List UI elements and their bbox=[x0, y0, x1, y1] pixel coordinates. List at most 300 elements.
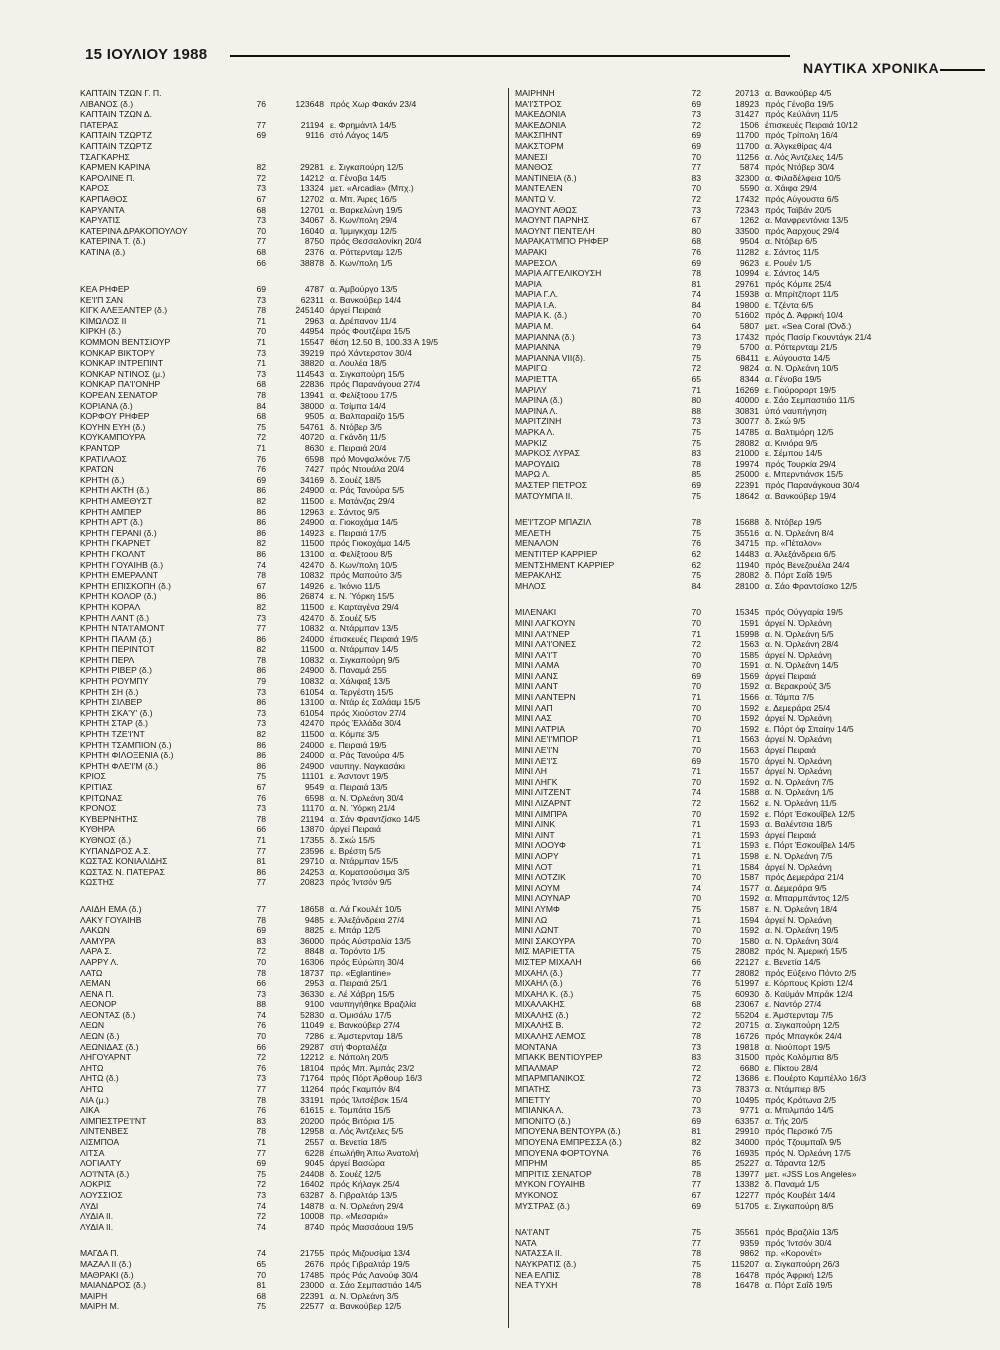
tonnage: 2963 bbox=[304, 315, 324, 326]
tonnage: 1577 bbox=[739, 882, 759, 893]
ship-row bbox=[515, 968, 915, 979]
ship-status: ε. Σιγκαπούρη 8/5 bbox=[765, 1200, 834, 1211]
build-year: 76 bbox=[691, 538, 701, 549]
tonnage: 9824 bbox=[739, 363, 759, 374]
ship-status: α. Ν. Όρλεάνη 28/4 bbox=[765, 639, 839, 650]
ship-name: ΜΑΙΡΗΝΗ bbox=[515, 88, 555, 98]
ship-name: ΚΡΗΤΗ ΣΙΛΒΕΡ bbox=[80, 697, 143, 708]
ship-name: ΜΙΝΙ ΛΑΝΤ bbox=[515, 681, 558, 692]
ship-row bbox=[80, 761, 480, 772]
build-year: 69 bbox=[691, 1115, 701, 1126]
tonnage: 34169 bbox=[300, 474, 324, 485]
ship-status: πρός Κόμπε 25/4 bbox=[765, 278, 832, 289]
ship-status: άργεί Ν. Όρλεάνη bbox=[765, 861, 832, 872]
build-year: 73 bbox=[256, 803, 266, 814]
ship-status: α. Ντόβερ 6/5 bbox=[765, 236, 818, 247]
ship-status: πρός Αύγουστα 6/5 bbox=[765, 193, 839, 204]
tonnage: 42470 bbox=[300, 718, 324, 729]
tonnage: 1592 bbox=[739, 681, 759, 692]
ship-name: ΜΑΡΙΑΝΝΑ (δ.) bbox=[515, 331, 575, 342]
tonnage: 24900 bbox=[300, 760, 324, 771]
ship-status: α. Χάλιφαξ 13/5 bbox=[330, 676, 391, 687]
ship-row bbox=[80, 401, 480, 412]
ship-status: πρός Βιτόρια 1/5 bbox=[330, 1115, 395, 1126]
ship-row bbox=[515, 957, 915, 968]
tonnage: 5700 bbox=[739, 342, 759, 353]
ship-name: ΛΟ'Ι'ΝΤΑ (δ.) bbox=[80, 1168, 130, 1179]
ship-status: ε. Πουέρτο Καμπέλλο 16/3 bbox=[765, 1073, 866, 1084]
ship-status: άργεί Πειραιά bbox=[765, 670, 816, 681]
ship-row bbox=[515, 236, 915, 247]
build-year: 78 bbox=[256, 813, 266, 824]
ship-row bbox=[515, 724, 915, 735]
ship-name: ΜΙΝΙ ΛΙΜΠΡΑ bbox=[515, 808, 568, 819]
build-year: 72 bbox=[256, 172, 266, 183]
ship-row bbox=[80, 814, 480, 825]
ship-name: ΛΕΜΑΝ bbox=[80, 978, 111, 989]
tonnage: 38820 bbox=[300, 358, 324, 369]
ship-row bbox=[515, 904, 915, 915]
ship-name: ΚΡΗΤΗ ΑΡΤ (δ.) bbox=[80, 517, 143, 528]
ship-status bbox=[330, 109, 480, 120]
build-year: 76 bbox=[691, 1147, 701, 1158]
ship-name: ΚΡΗΤΗ ΓΕΡΑΝΙ (δ.) bbox=[80, 527, 157, 538]
ship-status: άργεί Πειραιά bbox=[330, 305, 381, 316]
ship-list-block bbox=[80, 1248, 480, 1312]
ship-status: άργεί Ν. Όρλεάνη bbox=[765, 734, 832, 745]
tonnage: 245140 bbox=[295, 305, 324, 316]
ship-name: ΚΡΗΤΗ ΛΑΝΤ (δ.) bbox=[80, 612, 150, 623]
ship-name: ΜΠΕΤΤΥ bbox=[515, 1094, 551, 1105]
build-year: 67 bbox=[691, 1189, 701, 1200]
ship-status: πρός Ράς Λανούφ 30/4 bbox=[330, 1269, 419, 1280]
ship-name: ΜΠΙΑΝΚΑ Λ. bbox=[515, 1105, 564, 1116]
ship-row bbox=[80, 676, 480, 687]
ship-list-block bbox=[80, 88, 480, 268]
ship-row bbox=[80, 1052, 480, 1063]
ship-status: ε. Ν. Όρλεάνη 11/5 bbox=[765, 798, 837, 808]
ship-name: ΚΟΜΜΟΝ ΒΕΝΤΣΙΟΥΡ bbox=[80, 337, 171, 348]
tonnage: 40000 bbox=[735, 395, 759, 406]
ship-name bbox=[80, 258, 228, 269]
tonnage: 29287 bbox=[300, 1041, 324, 1052]
build-year: 72 bbox=[691, 798, 701, 808]
ship-row bbox=[80, 856, 480, 867]
ship-name: ΜΙΝΙ ΛΑΝΤΕΡΝ bbox=[515, 692, 576, 703]
tonnage: 15688 bbox=[735, 517, 759, 528]
ship-name: ΜΙΝΙ ΛΑ'Ι'ΝΕΡ bbox=[515, 628, 570, 639]
ship-row bbox=[80, 141, 480, 152]
ship-row bbox=[80, 507, 480, 518]
ship-name: ΚΥΠΑΝΔΡΟΣ Α.Σ. bbox=[80, 845, 151, 856]
ship-name: ΜΕΝΤΙΤΕΡ ΚΑΡΡΙΕΡ bbox=[515, 548, 598, 559]
ship-status: α. Βαλτιμόρη 12/5 bbox=[765, 427, 834, 437]
build-year: 73 bbox=[691, 109, 701, 120]
ship-status bbox=[330, 141, 480, 152]
ship-row bbox=[80, 120, 480, 131]
ship-name: ΜΠΑΡΜΠΑΝΙΚΟΣ bbox=[515, 1073, 585, 1084]
ship-name: ΜΙΝΙ ΣΑΚΟΥΡΑ bbox=[515, 935, 576, 946]
build-year: 79 bbox=[691, 342, 701, 353]
ship-status: α. Ν. Όρλεάνη 1/5 bbox=[765, 787, 834, 798]
tonnage: 1598 bbox=[739, 850, 759, 861]
build-year: 81 bbox=[691, 278, 701, 289]
tonnage: 11700 bbox=[735, 130, 759, 141]
ship-status: πρ. «Κορονέτ» bbox=[765, 1248, 822, 1259]
ship-name: ΜΙΝΙ ΛΙΝΚ bbox=[515, 819, 556, 830]
ship-name: ΜΙΧΑΗΛ (δ.) bbox=[515, 978, 563, 989]
ship-status: δ. Σουέζ 18/5 bbox=[330, 474, 382, 485]
tonnage: 22577 bbox=[300, 1301, 324, 1312]
build-year: 72 bbox=[691, 1073, 701, 1084]
ship-name: ΚΟΥΗΝ ΕΥΗ (δ.) bbox=[80, 421, 146, 432]
ship-row bbox=[515, 1270, 915, 1281]
ship-row bbox=[80, 634, 480, 645]
tonnage: 12702 bbox=[300, 193, 324, 204]
build-year: 86 bbox=[256, 739, 266, 750]
ship-name: ΛΥΔΙΑ ΙΙ. bbox=[80, 1211, 114, 1222]
tonnage: 9771 bbox=[739, 1105, 759, 1116]
ship-name: ΜΙΝΙ ΛΩ bbox=[515, 914, 548, 925]
ship-status: πρός Ντόβερ 30/4 bbox=[765, 162, 835, 173]
tonnage: 1506 bbox=[739, 119, 759, 130]
build-year: 70 bbox=[256, 326, 266, 337]
tonnage: 25227 bbox=[735, 1158, 759, 1169]
build-year: 62 bbox=[691, 559, 701, 570]
ship-status: ε. Σέμπου 14/5 bbox=[765, 448, 823, 459]
ship-status: ναυπηγ. Ναγκασάκι bbox=[330, 760, 405, 771]
ship-name: ΚΡΗΤΗ ΕΠΙΣΚΟΠΗ (δ.) bbox=[80, 580, 171, 591]
ship-row bbox=[80, 771, 480, 782]
ship-status: στή Φορταλέζα bbox=[330, 1041, 387, 1052]
ship-name: ΜΙΝΙ ΛΑΣ bbox=[515, 713, 552, 724]
ship-row bbox=[515, 88, 915, 99]
tonnage: 1580 bbox=[739, 935, 759, 946]
build-year: 73 bbox=[256, 988, 266, 999]
tonnage: 24900 bbox=[300, 665, 324, 676]
ship-status: α. Πειραιά 25/1 bbox=[330, 978, 388, 989]
tonnage: 1593 bbox=[739, 840, 759, 851]
ship-row bbox=[515, 438, 915, 449]
ship-row bbox=[515, 1137, 915, 1148]
ship-status: ε. Λέ Χάβρη 15/5 bbox=[330, 988, 395, 999]
tonnage: 9504 bbox=[739, 236, 759, 247]
ship-status: δ. Γιβραλτάρ 13/5 bbox=[330, 1189, 398, 1200]
tonnage: 11700 bbox=[735, 140, 759, 151]
ship-status: ύπό ναυπήγηση bbox=[765, 405, 827, 416]
tonnage: 34000 bbox=[735, 1137, 759, 1147]
build-year: 70 bbox=[691, 310, 701, 321]
ship-status: α. Όμισάλυ 17/5 bbox=[330, 1009, 392, 1020]
ship-row bbox=[515, 162, 915, 173]
tonnage: 23596 bbox=[300, 845, 324, 856]
tonnage: 14483 bbox=[735, 548, 759, 559]
ship-row bbox=[80, 369, 480, 380]
ship-status: θέση 12.50 Β, 100.33 Α 19/5 bbox=[330, 337, 439, 348]
tonnage: 36000 bbox=[300, 935, 324, 946]
tonnage: 21194 bbox=[300, 119, 324, 130]
build-year: 77 bbox=[256, 119, 266, 130]
ship-name: ΚΡΑΝΤΩΡ bbox=[80, 443, 121, 453]
build-year: 75 bbox=[256, 771, 266, 782]
ship-name: ΜΑΡΙΓΩ bbox=[515, 363, 548, 374]
ship-name: ΜΙΝΙ ΛΑΠ bbox=[515, 702, 553, 713]
ship-name: ΚΩΣΤΗΣ bbox=[80, 877, 115, 888]
tonnage: 9505 bbox=[304, 411, 324, 422]
ship-status: α. Ν. Όρλεάνη 5/5 bbox=[765, 628, 834, 639]
ship-row bbox=[80, 581, 480, 592]
build-year: 78 bbox=[256, 914, 266, 925]
build-year: 69 bbox=[691, 257, 701, 268]
ship-name: ΛΗΓΟΥΑΡΝΤ bbox=[80, 1052, 132, 1063]
ship-row bbox=[80, 130, 480, 141]
ship-status: δ. Σουέζ 12/5 bbox=[330, 1168, 382, 1179]
tonnage: 72343 bbox=[735, 204, 759, 215]
tonnage: 1557 bbox=[739, 766, 759, 777]
ship-name: ΚΑΠΤΑΙΝ ΤΖΩΡΤΖ bbox=[80, 140, 152, 151]
ship-row bbox=[80, 475, 480, 486]
ship-row bbox=[515, 819, 915, 830]
tonnage: 14785 bbox=[735, 427, 759, 437]
tonnage: 2953 bbox=[304, 978, 324, 989]
tonnage: 5590 bbox=[739, 183, 759, 194]
tonnage: 24253 bbox=[300, 866, 324, 877]
ship-status: πρός Τρίπολη 16/4 bbox=[765, 130, 838, 141]
tonnage: 61615 bbox=[300, 1105, 324, 1116]
ship-name: ΜΑΙΡΗ bbox=[80, 1290, 108, 1301]
ship-name: ΝΕΑ ΕΛΠΙΣ bbox=[515, 1269, 560, 1280]
tonnage: 1569 bbox=[739, 670, 759, 681]
ship-name: ΚΡΗΤΗ ΣΤΑΡ (δ.) bbox=[80, 718, 149, 729]
tonnage: 14878 bbox=[300, 1200, 324, 1211]
build-year: 82 bbox=[256, 644, 266, 655]
ship-name: ΚΡΗΤΗ ΠΕΡΙΝΤΟΤ bbox=[80, 644, 155, 655]
ship-status: ε. Σάο Σεμπαστιάο 11/5 bbox=[765, 395, 855, 406]
build-year: 71 bbox=[256, 315, 266, 326]
ship-name: ΛΑΡΡΥ Λ. bbox=[80, 956, 119, 967]
tonnage: 1592 bbox=[739, 893, 759, 904]
ship-row bbox=[80, 613, 480, 624]
tonnage: 51602 bbox=[735, 310, 759, 321]
build-year: 77 bbox=[691, 967, 701, 978]
ship-status: πρός Πασίρ Γκουντάγκ 21/4 bbox=[765, 331, 872, 342]
tonnage: 1591 bbox=[739, 660, 759, 671]
ship-name: ΚΡΑΤΩΝ bbox=[80, 464, 114, 475]
ship-row bbox=[515, 491, 915, 502]
ship-status: πρός Βενεζουέλα 24/4 bbox=[765, 559, 850, 570]
build-year: 69 bbox=[691, 479, 701, 490]
ship-status: ε. Τζέντα 6/5 bbox=[765, 299, 814, 310]
build-year: 71 bbox=[691, 628, 701, 639]
ship-row bbox=[80, 337, 480, 348]
ship-name: ΛΙΑ (μ.) bbox=[80, 1094, 109, 1105]
ship-name: ΛΕΩΝ (δ.) bbox=[80, 1031, 120, 1042]
tonnage: 18737 bbox=[300, 967, 324, 978]
build-year: 86 bbox=[256, 527, 266, 538]
ship-row bbox=[515, 681, 915, 692]
ship-status: πρός Γκαμπόν 8/4 bbox=[330, 1084, 401, 1095]
ship-row bbox=[80, 623, 480, 634]
ship-row bbox=[80, 305, 480, 316]
tonnage: 123648 bbox=[295, 98, 324, 109]
ship-name: ΜΙΝΙ ΛΕ'Ι'Ν bbox=[515, 745, 559, 756]
ship-row bbox=[80, 602, 480, 613]
build-year: 70 bbox=[256, 1269, 266, 1280]
tonnage: 63287 bbox=[300, 1189, 324, 1200]
tonnage: 22391 bbox=[735, 479, 759, 490]
ship-row bbox=[80, 205, 480, 216]
ship-row bbox=[80, 528, 480, 539]
ship-row bbox=[515, 883, 915, 894]
tonnage: 10495 bbox=[735, 1094, 759, 1105]
build-year: 70 bbox=[691, 723, 701, 734]
ship-row bbox=[515, 480, 915, 491]
build-year: 86 bbox=[256, 591, 266, 602]
ship-row bbox=[515, 1042, 915, 1053]
ship-name: ΛΕΟΝΤΑΣ (δ.) bbox=[80, 1009, 136, 1020]
tonnage: 9485 bbox=[304, 914, 324, 925]
ship-row bbox=[515, 1105, 915, 1116]
tonnage: 1592 bbox=[739, 713, 759, 724]
ship-name: ΜΑΡΙΑ bbox=[515, 278, 542, 289]
ship-status: πρός Ν. Άμερική 15/5 bbox=[765, 946, 848, 957]
ship-name: ΚΟΥΚΑΜΠΟΥΡΑ bbox=[80, 432, 146, 443]
ship-name: ΜΑΡΙΑ Γ.Λ. bbox=[515, 289, 558, 300]
ship-row bbox=[515, 570, 915, 581]
ship-name: ΚΟΡΙΑΝΑ (δ.) bbox=[80, 400, 133, 411]
ship-row bbox=[80, 549, 480, 560]
tonnage: 11101 bbox=[301, 771, 324, 782]
tonnage: 5807 bbox=[739, 321, 759, 332]
ship-row bbox=[80, 226, 480, 237]
ship-name: ΛΙΤΣΑ bbox=[80, 1147, 105, 1158]
ship-row bbox=[515, 538, 915, 549]
ship-row bbox=[515, 1259, 915, 1270]
ship-row bbox=[515, 427, 915, 438]
ship-row bbox=[80, 1137, 480, 1148]
ship-row bbox=[80, 1301, 480, 1312]
ship-row bbox=[515, 893, 915, 904]
ship-status: α. Πόρτ Σαΐδ 19/5 bbox=[765, 1280, 833, 1291]
ship-name: ΜΙΧΑΛΑΚΗΣ bbox=[515, 999, 565, 1010]
ship-status: πρός Ντουάλα 20/4 bbox=[330, 464, 405, 475]
build-year: 70 bbox=[256, 225, 266, 236]
ship-name: ΜΙΝΙ ΛΟΤ bbox=[515, 861, 553, 872]
ship-name: ΜΕ'Ι'ΤΖΟΡ ΜΠΑΖΙΛ bbox=[515, 517, 592, 528]
ship-name: ΜΑΚΕΔΟΝΙΑ bbox=[515, 119, 566, 130]
build-year: 77 bbox=[691, 1237, 701, 1248]
ship-status: πρός Μπ. Άμπάς 23/2 bbox=[330, 1062, 415, 1073]
tonnage: 20823 bbox=[300, 877, 324, 888]
build-year: 83 bbox=[691, 448, 701, 459]
tonnage: 29710 bbox=[300, 856, 324, 867]
ship-name: ΛΙΝΤΕΝΒΕΣ bbox=[80, 1126, 129, 1137]
build-year: 81 bbox=[256, 1280, 266, 1291]
tonnage: 2676 bbox=[304, 1258, 324, 1269]
build-year: 67 bbox=[256, 193, 266, 204]
ship-row bbox=[80, 454, 480, 465]
tonnage: 22836 bbox=[300, 379, 324, 390]
tonnage: 12277 bbox=[735, 1189, 759, 1200]
tonnage: 8750 bbox=[304, 236, 324, 247]
tonnage: 29281 bbox=[300, 162, 324, 173]
ship-status: πρός Άαρχους 29/4 bbox=[765, 225, 840, 236]
ship-name: ΜΑΖΑΛ ΙΙ (δ.) bbox=[80, 1258, 132, 1269]
ship-row bbox=[515, 205, 915, 216]
ship-row bbox=[80, 644, 480, 655]
build-year: 78 bbox=[256, 1126, 266, 1137]
ship-name: ΜΙΝΙ ΛΟΤΖΙΚ bbox=[515, 872, 566, 883]
build-year: 73 bbox=[691, 204, 701, 215]
ship-row bbox=[515, 247, 915, 258]
ship-status: α. Ν. Όρλεάνη 30/4 bbox=[330, 792, 404, 803]
ship-name: ΜΑΝΘΟΣ bbox=[515, 162, 553, 173]
build-year: 71 bbox=[691, 861, 701, 872]
ship-status bbox=[330, 88, 480, 99]
section-rule bbox=[940, 69, 985, 71]
ship-status: ε. Σάντος 14/5 bbox=[765, 268, 820, 279]
ship-row bbox=[80, 538, 480, 549]
ship-row bbox=[515, 745, 915, 756]
ship-row bbox=[80, 1190, 480, 1201]
tonnage: 55204 bbox=[735, 1009, 759, 1020]
ship-name: ΜΑΡΑΚΙ bbox=[515, 246, 547, 257]
ship-status: πρός Βραζιλία 13/5 bbox=[765, 1227, 839, 1238]
tonnage: 19974 bbox=[735, 458, 759, 469]
ship-status: α. Άλγκεθίρας 4/4 bbox=[765, 140, 832, 151]
ship-row bbox=[80, 740, 480, 751]
ship-row bbox=[80, 936, 480, 947]
ship-status: δ. Κων/πολη 29/4 bbox=[330, 215, 398, 226]
ship-status: άργεί Ν. Όρλεάνη bbox=[765, 914, 832, 925]
ship-status: α. Ντάμπιερ 8/5 bbox=[765, 1084, 826, 1095]
ship-status: α. Κινιόρα 9/5 bbox=[765, 437, 818, 448]
ship-name: ΜΑΡΚΑ Λ. bbox=[515, 427, 555, 437]
ship-name: ΚΕΑ ΡΗΦΕΡ bbox=[80, 284, 130, 295]
tonnage: 62311 bbox=[300, 294, 324, 305]
build-year: 70 bbox=[691, 607, 701, 618]
ship-status: ε. Νάπολη 20/5 bbox=[330, 1052, 389, 1063]
ship-row bbox=[80, 1105, 480, 1116]
ship-name: ΚΡΟΝΟΣ bbox=[80, 803, 117, 814]
ship-row bbox=[80, 236, 480, 247]
tonnage: 16306 bbox=[300, 956, 324, 967]
ship-list-block bbox=[80, 904, 480, 1232]
tonnage: 114543 bbox=[295, 368, 324, 379]
ship-name: ΜΙΝΙ ΛΟΥΝΑΡ bbox=[515, 893, 571, 904]
tonnage: 4787 bbox=[304, 284, 324, 295]
build-year: 75 bbox=[256, 1168, 266, 1179]
ship-row bbox=[80, 957, 480, 968]
tonnage: 1588 bbox=[739, 787, 759, 798]
ship-row bbox=[80, 560, 480, 571]
ship-status: ε. Ματάνζας 29/4 bbox=[330, 495, 395, 506]
tonnage: 29910 bbox=[735, 1126, 759, 1137]
ship-row bbox=[80, 109, 480, 120]
ship-row bbox=[515, 756, 915, 767]
ship-row bbox=[515, 215, 915, 226]
tonnage: 20200 bbox=[300, 1115, 324, 1126]
ship-status: πρός Κολόμπια 8/5 bbox=[765, 1052, 839, 1063]
ship-row bbox=[80, 1084, 480, 1095]
tonnage: 28082 bbox=[735, 946, 759, 957]
ship-status: άργεί Ν. Όρλεάνη bbox=[765, 755, 832, 766]
ship-name: ΚΑΠΤΑΙΝ ΤΖΩΡΤΖ bbox=[80, 130, 152, 141]
ship-row bbox=[515, 1116, 915, 1127]
ship-status: δ. Κων/πολη 10/5 bbox=[330, 559, 398, 570]
ship-status: πρός Παρανάγκουα 30/4 bbox=[765, 479, 860, 490]
tonnage: 71764 bbox=[300, 1073, 324, 1084]
